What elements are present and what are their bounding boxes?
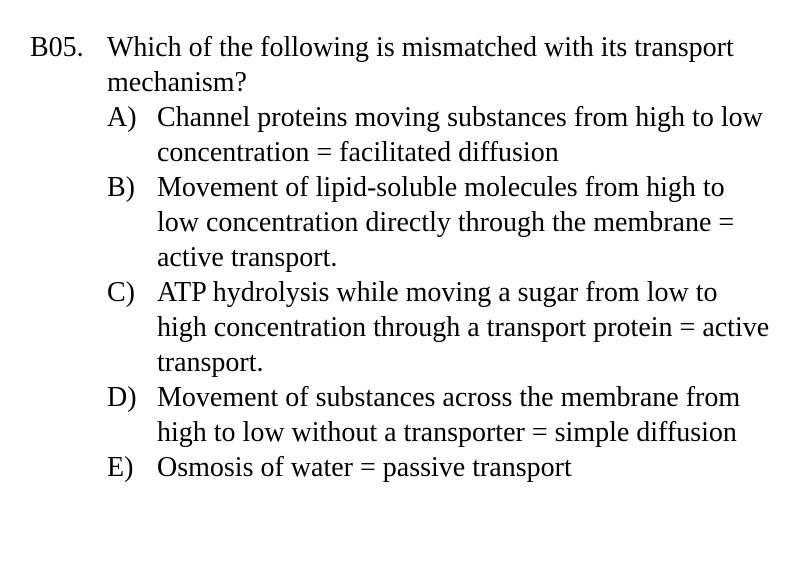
option-text: Movement of substances across the membrane from high to low without a transporter = simple diffusion xyxy=(157,382,741,448)
answer-option-e xyxy=(107,450,770,485)
answer-option-b xyxy=(107,170,770,275)
question-stem-row xyxy=(30,30,770,100)
option-letter: E) xyxy=(107,452,134,483)
question-stem: Which of the following is mismatched with its transport mechanism? xyxy=(107,32,734,98)
option-text: ATP hydrolysis while moving a sugar from low to high concentration through a transport protein = active transport. xyxy=(157,277,770,378)
answer-options xyxy=(107,100,770,485)
option-letter: D) xyxy=(107,382,137,413)
option-letter: C) xyxy=(107,277,135,308)
question-number: B05. xyxy=(30,32,84,63)
answer-option-d xyxy=(107,380,770,450)
answer-option-c xyxy=(107,275,770,380)
option-text: Movement of lipid-soluble molecules from high to low concentration directly through the membrane = active transport. xyxy=(157,172,735,273)
option-text: Channel proteins moving substances from high to low concentration = facilitated diffusion xyxy=(157,102,763,168)
option-letter: A) xyxy=(107,102,137,133)
answer-option-a xyxy=(107,100,770,170)
option-text: Osmosis of water = passive transport xyxy=(157,452,572,483)
option-letter: B) xyxy=(107,172,135,203)
question-block xyxy=(30,30,770,485)
